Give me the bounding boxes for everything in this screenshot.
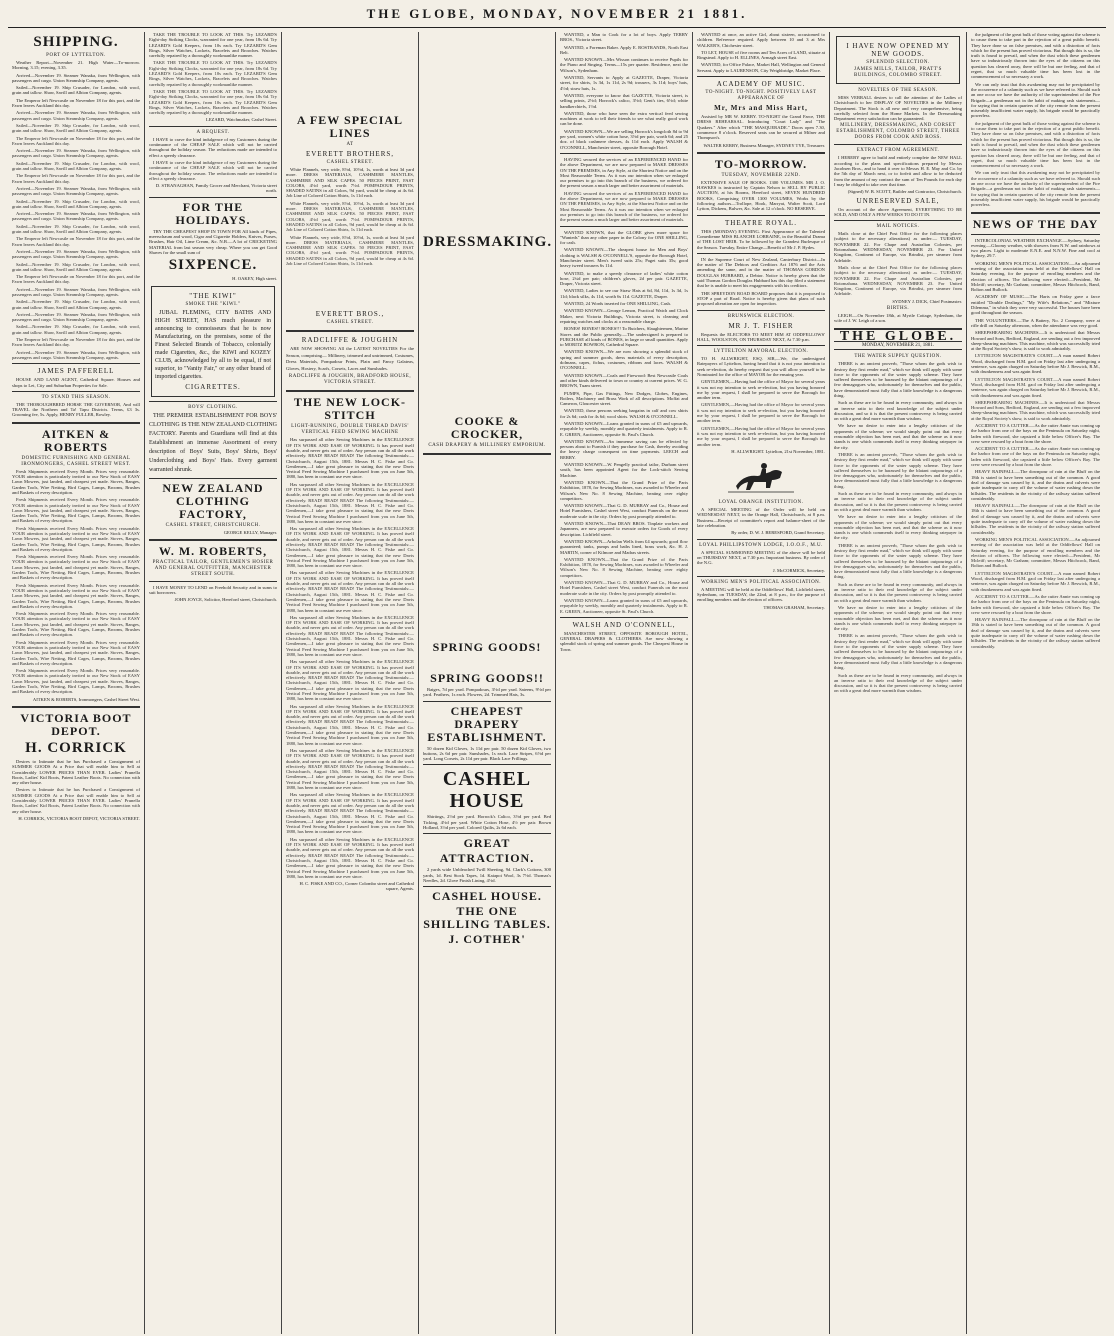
shipping-para: Arrived—November 19. Steamer Wanaka, from Wellington, with passengers and cargo. Union Steamship Company, agents. [12,185,140,197]
ad-aitken-title: AITKEN & ROBERTS [41,426,111,454]
divider [560,617,688,618]
editorial-title: THE WATER SUPPLY QUESTION. [854,354,942,360]
wanted-ad: WANTED KNOWN—George Lemon, Practical Watch and Clock Maker, next Victoria Buildings, Victoria street, is cleaning and repairing watches and clocks at a reasonable charge. [560,308,688,324]
ad-cheapest-title: CHEAPEST DRAPERY ESTABLISHMENT. [427,703,547,744]
wanted-ad: PUMPS, Pipe, Gas Fittings, New Dodges, Globes, Engines, Boilers, Machinery and Brass Work of all descriptions. Moffat and Cameron, Gloucester street. [560,390,688,407]
ad-mills-title: I HAVE NOW OPENED MY NEW GOODS. [846,42,950,58]
divider [423,886,551,887]
ad-phillipstown-text: A SPECIAL SUMMONED MEETING of the above will be held on THURSDAY NEXT, at 7.30 p.m. Important business. By order of the N.G. [697,549,825,566]
ad-brunswick-name: MR J. T. FISHER [728,321,794,330]
ad-mills-box [836,36,960,84]
ad-radcliffe-title: RADCLIFFE & JOUGHIN [301,336,399,345]
ad-walsh-text: MANCHESTER STREET, OPPOSITE BOROUGH HOTEL, GENERAL DRAPERS & CLOTHIERS. Are now showing a splendid stock of spring and summer goods. The Cheapest House in Town. [560,630,688,652]
ad-academy-sig: WALTER KERBY, Business Manager, SYDNEY TYE, Treasurer. [703,142,825,148]
shipping-para: The Emperor left Newcastle on November 18 for this port, and the Fawn leaves Auckland this day. [12,236,140,247]
shipping-para: Sailed—November 19. Ship Crusader, for London, with wool, grain and tallow. Shaw, Savill and Albion Company, agents. [12,324,140,335]
shipping-para: Arrived—November 19. Steamer Wanaka, from Wellington, with passengers and cargo. Union Steamship Company, agents. [12,248,140,260]
ad-kiwi-foot: CIGARETTES. [185,382,241,391]
divider [971,234,1100,235]
ad-everett-text: White Flannels, very wide, 8½d, 10½d, 1s, worth at least 3d yard more. DRESS MATERIALS, CASHMERE MANTLES, CASHMERE AND SILK CAPES. 50 PIECES PRINT, FAST COLORS, 4½d yard, worth 7½d. POMPADOUR PRINTS, SHADED SATINS in all Colors, 9d yard, would be cheap at 4s 6d. Job Line of Colored Cotton Shirts, 1s 11d each. [286,200,414,233]
divider [149,478,277,479]
shipping-para: Arrived—November 19. Steamer Wanaka, from Wellington, with passengers and cargo. Union Steamship Company, agents. [12,148,140,159]
ad-davis-text: Has surpassed all other Sewing Machines in the EXCELLENCE OF ITS WORK AND EASE OF WORKING. It has proved itself durable, and never gets out of order. Any person can do all the work effectively. READ! READ! READ! The following Testimonials:— Christchurch, August 15th, 1881. Messrs H. C. Fiske and Co. Gentlemen,—I take great pleasure in stating that the new Davis Vertical Feed Sewing Machine I purchased from you on June 5th, 1880, has been in constant use ever since. [286,614,414,657]
ad-academy-sub: TO-NIGHT. TO-NIGHT. POSITIVELY LAST APPEARANCE OF [705,90,817,102]
ad-aitken-text: Fresh Shipments received Every Month. Prices very reasonable. YOUR attention is particularly invited to our New Stock of EASY Lawn Mowers, just landed, and cheapest yet made. Stoves, Ranges, Garden Tools, Wire Netting, Bird Cages, Lamps, Brooms, Brushes and Baskets of every description. [12,497,140,524]
shipping-para: The Emperor left Newcastle on November 18 for this port, and the Fawn leaves Auckland this day. [12,173,140,184]
ad-extract-sig: (Signed) W. B. SCOTT, Builder and Contractor, Christchurch. [847,189,962,195]
ad-aitken-text: Fresh Shipments received Every Month. Prices very reasonable. YOUR attention is particularly invited to our New Stock of EASY Lawn Mowers, just landed, and cheapest yet made. Stoves, Ranges, Garden Tools, Wire Netting, Bird Cages, Lamps, Brooms, Brushes and Baskets of every description. [12,468,140,495]
ad-tomorrow-sub: TUESDAY, NOVEMBER 22ND. [721,172,801,178]
ad-aitken-sub: DOMESTIC FURNISHING AND GENERAL IRONMONGERS, CASHEL STREET WEST. [21,455,131,467]
ad-horse-text: THE THOROUGHBRED HORSE THE GOVERNOR, And will TRAVEL the Northern and Ta! Tapu Districts. Terms, £3 3s. Grooming fee, 5s. Apply, HENRY FULLER, Rowley. [12,401,140,418]
wanted-ad: WANTED KNOWN—That DEAN BROS. Tinplate workers and Japanners, are now prepared to execute orders for Goods of every description. Lichfield street. [560,521,688,537]
ad-novelties-title: NOVELTIES OF THE SEASON. [858,88,938,93]
ad-spring-title-2: SPRING GOODS!! [430,671,544,685]
ad-victoria-sig: H. CORRICK, VICTORIA BOOT DEPOT, VICTORIA STREET. [18,815,140,821]
shipping-para: Arrived—November 19. Steamer Wanaka, from Wellington, with passengers and cargo. Union Steamship Company, agents. [12,211,140,222]
ad-walsh-title: WALSH AND O'CONNELL, [572,620,676,629]
ad-aitken-text: Fresh Shipments received Every Month. Prices very reasonable. YOUR attention is particularly invited to our New Stock of EASY Lawn Mowers, just landed, and cheapest yet made. Stoves, Ranges, Garden Tools, Wire Netting, Bird Cages, Lamps, Brooms, Brushes and Baskets of every description. [12,668,140,695]
ad-cashel-text: Shirtings, 2½d per yard. Horrock's Calico, 3½d per yard. Bed Ticking, 4½d per yard. White Cotton Hose, 4½ per pair. Brown Holland, 3½d per yard. Colored Quilts, 2s 6d each. [423,814,551,831]
news-item: HEAVY RAINFALL.—The downpour of rain at the Bluff on the 18th is stated to have been something out of the common. A good deal of damage was caused by it, and the drains and culverts were quite inadequate to carry off the volume of water rushing down the hillsides. The residents in the vicinity of the railway station suffered considerably. [971,617,1100,649]
wanted-ad: WANTED KNOWN—An immense saving can be effected by persons about to Furnish if they purchase for Cash, thereby avoiding the heavy charge consequent on time payments. LEECH and BERRY. [560,438,688,460]
ad-davis-text: Has surpassed all other Sewing Machines in the EXCELLENCE OF ITS WORK AND EASE OF WORKING. It has proved itself durable, and never gets out of order. Any person can do all the work effectively. READ! READ! READ! The following Testimonials:— Christchurch, August 15th, 1881. Messrs H. C. Fiske and Co. Gentlemen,—I take great pleasure in stating that the new Davis Vertical Feed Sewing Machine I purchased from you on June 5th, 1880, has been in constant use ever since. [286,437,414,480]
ad-request-sig: D. STRANAGHAN, Family Grocer and Merchant, Victoria street north. [155,183,277,194]
divider [697,76,825,77]
editorial-text: Such as these are to be found in every community, and always in an inverse ratio to their real knowledge of the subject under discussion, and so it is that the present controversy is being carried on with a great deal more warmth than wisdom. [834,400,962,422]
wanted-ad: WANTED KNOWN—The cheapest house for Men and Boys' clothing is WALSH & O'CONNELL'S, opposite the Borough Hotel, Manchester street. Men's tweed suits 25s; Paget suits 35s; good heavy tweed trousers 6s 11d. [560,247,688,269]
wanted-ad: HAVING secured the services of an EXPERIENCED HAND for the above Department, we are now prepared to MAKE DRESSES ON THE PREMISES, in Any Style, at the Shortest Notice and on the Most Reasonable Terms. As it was our intention when we enlarged our premises to go into this branch of the business, we ordered for the present season a much larger and better assortment of materials. [560,190,688,223]
ad-lyttelton-text: TO H. ALLWRIGHT, ESQ. SIR,—We, the undersigned Ratepayers of Lyttelton, having heard that it is not your intention to seek re-election, do hereby request that you will allow yourself to be Nominated for the office of MAYOR for the ensuing year. [697,356,825,377]
news-title: NEWS OF THE DAY [972,216,1099,231]
ad-horse-title: TO STAND THIS SEASON. [41,394,111,400]
ad-radcliffe-text: ARE NOW SHOWING All the LATEST NOVELTIES For the Season, comprising— Millinery, trimmed and untrimmed, Costumes, Dress Materials, Pompadour Prints, Plain and Fancy Galateas, Gloves, Hosiery, Scarfs, Corsets, Laces and Sunshades. [286,346,414,371]
news-item: HEAVY RAINFALL.—The downpour of rain at the Bluff on the 18th is stated to have been something out of the common. A good deal of damage was caused by it, and the drains and culverts were quite inadequate to carry off the volume of water rushing down the hillsides. The residents in the vicinity of the railway station suffered considerably. [971,469,1100,501]
ad-spring-text: Baiges, 7d per yard. Pompadours, 3½d per yard. Sateens, 9½d per yard. Feathers, 1s each. Flowers, 2d. Trimmed Hats, 3s. [423,687,551,698]
news-item: LYTTELTON MAGISTRATE'S COURT.—A man named Robert Wood, discharged from H.M. gaol on Friday last after undergoing a sentence, was again charged on Saturday before Mr J. Beswick, R.M., with drunkenness and was again fined. [971,570,1100,592]
ad-mail-sig: SYDNEY J. DICK, Chief Postmaster. [892,298,962,304]
editorial-text: We have no desire to enter into a lengthy criticism of the opponents of the scheme; we would simply point out that every reasonable objection has been met, and that the scheme as it now stands is one which commends itself to every thinking ratepayer in the city. [834,604,962,632]
ad-pafferell-text: HOUSE AND LAND AGENT, Cathedral Square. Houses and shops to Let, City and Suburban Properties for Sale. [12,377,140,388]
divider [149,539,277,541]
shipping-para: Arrived—November 19. Steamer Wanaka, from Wellington, with passengers and cargo. Union Steamship Company, agents. [12,311,140,323]
news-item: LYTTELTON MAGISTRATE'S COURT.—A man named Robert Wood, discharged from H.M. gaol on Friday last after undergoing a sentence, was again charged on Saturday before Mr J. Beswick, R.M., with drunkenness and was again fined. [971,376,1100,398]
ad-kiwi-side: SMOKE THE "KIWI." [185,301,241,307]
ad-attraction-title: ATTRACTION. [439,851,535,866]
divider [12,422,140,424]
ad-phillipstown-sig: J. McCORMICK, Secretary. [772,567,825,573]
ad-lyttelton-text-2: GENTLEMEN,—Having had the office of Mayor for several years it was not my intention to seek re-election, but you having honored me by your request, I shall be prepared to serve the Borough for another term. [697,402,825,424]
divider [697,310,825,311]
shipping-para: The Emperor left Newcastle on November 18 for this port, and the Fawn leaves Auckland this day. [12,337,140,348]
wanted-ad: WANTED, a Man to Cook for a lot of boys. Apply TERRY BROS., Victoria street. [560,32,688,43]
divider [697,576,825,577]
wanted-ad: WANTED KNOWN—That the Grand Prize of the Paris Exhibition, 1878, for Sewing Machines, was awarded to Wheeler and Wilson's New No. 8 Sewing Machine, beating over eighty competitors. [560,556,688,578]
ad-mail-title: MAIL NOTICES. [876,224,920,230]
wanted-ad: WANTED KNOWN—That G. D. MURRAY and Co., House and Hotel Furnishers, Cashel street West, conduct Funerals on the most moderate scale in the city. Orders by post promptly attended to. [560,580,688,596]
ad-request-title: A REQUEST. [196,129,230,135]
ad-holidays-text: TRY THE CHEAPEST SHOP IN TOWN FOR All kinds of Pipes, meerschaum and wood, Cigar and Cigarette Holders, Knives, Purses, Brushes, Hair Oil, Lime Cream, &c. N.B.—A lot of CRICKETING MATERIAL from last season very cheap. Where you can get Good Shaves for the small sum of [149,228,277,255]
wanted-ad: WANTED KNOWN—Coals and Firewood: Best Newcastle Coals and other kinds delivered to town or country at current prices. W. G. BROWN, Tuam street. [560,372,688,389]
births-text: LEIGH.—On November 18th, at Myrtle Cottage, Sydenham, the wife of J. W. Leigh of a son. [834,313,962,324]
editorial-text: THERE is an ancient proverb, "Those whom the gods wish to destroy they first render mad," which we think will apply with some force to the opponents of the water supply scheme. They have suffered themselves to be harassed by the blatant outpourings of a few demagogues who, unfortunately for themselves and the public, have demonstrated most fully that a little knowledge is a dangerous thing. [834,633,962,671]
ad-tomorrow-text: EXTENSIVE SALE OF BOOKS. 1300 VOLUMES. MR J. O. HAWKES is instructed by Captain Nelson to SELL BY PUBLIC AUCTION, at his Rooms, Hereford street, SEVEN HUNDRED BOOKS, Comprising OVER 1300 VOLUMES, Works by the following authors—Trollope, Hook, Marryat, Walter Scott, Lord Lytton, Dickens, Bulwer, &c. Sale at 12 o'clock. NO RESERVE. [697,179,825,212]
divider [423,453,551,455]
ad-great-title: GREAT [463,836,511,851]
ad-lyttelton-title: LYTTELTON MAYORAL ELECTION. [713,349,809,355]
ad-academy-name: Mr, Mrs and Miss Hart, [714,104,808,113]
ad-spring-title: SPRING GOODS! [432,640,542,654]
divider [149,581,277,582]
wanted-ad: WANTED, Ladies to see our Straw Hats at 6d, 8d, 11d, 1s 3d, 1s 11d; black silks, 4s 11d, worth 6s 11d. GAZETTE, Draper. [560,288,688,299]
divider [149,401,277,402]
wanted-ad: WANTED KNOWN—We are selling Horrock's longcloth 8d to 9d per yard, women's white cotton hose, 3½d per pair, worth 6d; and 25 doz. of black cashmere dresses, 4s 11d each. Apply WALSH & O'CONNELL, Manchester street, opposite Borough Hotel. [560,128,688,150]
masthead: THE GLOBE, MONDAY, NOVEMBER 21 1881. [8,6,1106,28]
shipping-title: SHIPPING. [33,34,119,50]
ad-victoria-title: VICTORIA BOOT DEPOT. [20,710,132,738]
ad-brunswick-text: Requests the ELECTORS TO MEET HIM AT ODDFELLOWS' HALL, WOOLSTON, ON THURSDAY NEXT, At 7.30 p.m. [697,331,825,342]
ad-theatre-text: THIS (MONDAY) EVENING. First Appearance of the Talented Comedienne MISS BLANCHE LORRAINE, in the Beautiful Drama of THE LOST HEIR. To be followed by the Grandest Burlesque of the Season. Tuesday, Entire Change—Benefit of Mr J. P. Hydes. [697,228,825,250]
ad-kiwi-box [151,286,275,397]
divider [697,253,825,254]
ad-holidays-title: FOR THE HOLIDAYS. [175,199,251,227]
ad-request-text: I HAVE to crave the kind indulgence of my Customers during the continuance of the CHEAP SALE which will not be carried throughout the holiday season. The reductions made are intended to effect a speedy clearance. [149,136,277,158]
editorial-text: We have no desire to enter into a lengthy criticism of the opponents of the scheme; we would simply point out that every reasonable objection has been met, and that the scheme as it now stands is one which commends itself to every thinking ratepayer in the city. [834,423,962,450]
shipping-para: Sailed—November 19. Ship Crusader, for London, with wool, grain and tallow. Shaw, Savill and Albion Company, agents. [12,198,140,209]
divider [971,212,1100,214]
ad-kiwi-title: "THE KIWI" [189,291,237,300]
ad-workingmen-sig: THOMAS GRAHAM, Secretary. [763,604,825,610]
shipping-para: Weather Report—November 21. High Water—To-morrow. Morning, 3.15; evening, 3.35. [12,60,140,71]
ad-academy-title: ACADEMY OF MUSIC. [716,80,806,89]
news-item: LYTTELTON MAGISTRATE'S COURT.—A man named Robert Wood, discharged from H.M. gaol on Friday last after undergoing a sentence, was again charged on Saturday before Mr J. Beswick, R.M., with drunkenness and was again fined. [971,353,1100,375]
editorial-text: the judgment of the great bulk of those voting against the scheme is to cause them to take part in the rejection of a great public benefit. They have done so on false premises, and with a distortion of facts which for the present has proved victorious. But though this is so, the truth is found to prevail, and when the dust which these gentlemen have so industriously thrown into the eyes of the citizens on this question has cleared away, there will be but one feeling, and that of regret, that so much valuable time has been lost in the commencement of so necessary a work. [971,32,1100,80]
shipping-subtitle: PORT OF LYTTELTON. [46,53,106,58]
news-item: ACCIDENT TO A CUTTER.—As the cutter Annie was coming up the harbor from one of the bays on the Peninsula on Saturday night, laden with firewood, she capsized a little below Officer's Bay. The crew were rescued by a boat from the shore. [971,593,1100,615]
ad-everett-street: CASHEL STREET. [326,160,374,165]
editorial-text: We can only trust that this awakening may not be precipitated by the occurrence of a calamity such as we have referred to. Should such an one occur we have the authority of the superintendent of the Fire Brigade—a gentleman not in the habit of making rash statements—for saying that in certain quarters of the city remote from the present miserably insufficient water supply, his brigade would be practically powerless. [971,81,1100,119]
ad-davis-text: Has surpassed all other Sewing Machines in the EXCELLENCE OF ITS WORK AND EASE OF WORKING. It has proved itself durable, and never gets out of order. Any person can do all the work effectively. READ! READ! READ! The following Testimonials:— Christchurch, August 15th, 1881. Messrs H. C. Fiske and Co. Gentlemen,—I take great pleasure in stating that the new Davis Vertical Feed Sewing Machine I purchased from you on June 5th, 1880, has been in constant use ever since. [286,659,414,702]
news-item: HEAVY RAINFALL.—The downpour of rain at the Bluff on the 18th is stated to have been something out of the common. A good deal of damage was caused by it, and the drains and culverts were quite inadequate to carry off the volume of water rushing down the hillsides. The residents in the vicinity of the railway station suffered considerably. [971,503,1100,535]
ad-academy-text: Assisted by MR W. KERBY. TO-NIGHT the Grand Farce, THE DRESS REHEARSAL. Introducing "Court Lady" and "The Quakers." After which "THE MASQUERADE." Doors open 7.30, commence 8 o'clock. Reserved seats can be secured at Milner and Thompson's. [697,114,825,141]
legal-notice: IN the Supreme Court of New Zealand, Canterbury District—In the matter of The Debtors and Creditors Act 1876 and the Acts amending the same, and in the matter of THOMAS GORDON DOUGLAS HUBBARD, a Debtor. Notice is hereby given that the said Thomas Gordon Douglas Hubbard has this day filed a statement that he is unable to meet his engagements with his creditors. [697,256,825,289]
ad-davis-text: Has surpassed all other Sewing Machines in the EXCELLENCE OF ITS WORK AND EASE OF WORKING. It has proved itself durable, and never gets out of order. Any person can do all the work effectively. READ! READ! READ! The following Testimonials:— Christchurch, August 15th, 1881. Messrs H. C. Fiske and Co. Gentlemen,—I take great pleasure in stating that the new Davis Vertical Feed Sewing Machine I purchased from you on June 5th, 1880, has been in constant use ever since. [286,703,414,746]
wanted-ad: BONES! BONES!! BONES!!! To Butchers, Slaughtermen, Marine Stores and the Public generally.—The undersigned is prepared to PURCHASE all kinds of BONES, in large or small quantities. Apply to MORITZ BOWRON, Cathedral Square. [560,326,688,348]
ad-workingmen-text: A MEETING will be held at the Oddfellows' Hall, Lichfield street, Sydenham, on TUESDAY, the 22nd, at 8 p.m., for the purpose of enrolling members and the election of officers. [697,586,825,603]
ad-holidays-price: SIXPENCE. [168,257,258,274]
ad-tomorrow-title: TO-MORROW. [714,156,808,171]
ad-aitken-text: Fresh Shipments received Every Month. Prices very reasonable. YOUR attention is particularly invited to our New Stock of EASY Lawn Mowers, just landed, and cheapest yet made. Stoves, Ranges, Garden Tools, Wire Netting, Bird Cages, Lamps, Brooms, Brushes and Baskets of every description. [12,582,140,609]
divider [697,345,825,346]
ad-davis-sig: H. C. FISKE AND CO., Corner Colombo street and Cathedral square, Agents. [299,881,414,892]
shipping-para: The Emperor left Newcastle on November 18 for this port, and the Fawn leaves Auckland this day. [12,97,140,109]
ad-aitken-sig: AITKEN & ROBERTS, Ironmongers, Cashel Street West. [32,696,140,702]
ad-lyttelton-text-2: GENTLEMEN,—Having had the office of Mayor for several years it was not my intention to seek re-election, but you having honored me by your request, I shall be prepared to serve the Borough for another term. [697,379,825,401]
ad-radcliffe-sig: RADCLIFFE & JOUGHIN, BRADFORD HOUSE, VICTORIA STREET. [288,374,412,386]
wanted-ad: WANTED KNOWN—That G. D. MURRAY and Co., House and Hotel Furnishers, Cashel street West, conduct Funerals on the most moderate scale in the city. Orders by post promptly attended to. [560,503,688,519]
divider [12,363,140,364]
ad-novelties-sig: MILLINERY, DRESSMAKING, AND CORSET ESTABLISHMENT, COLOMBO STREET, THREE DOORS FROM COOK AND ROSS. [836,123,960,141]
divider [560,226,688,227]
ad-everett-at: AT [346,142,354,147]
wanted-ad: WANTED, those who have seen the extra vertical feed sewing machines at work to tell their friends to see what really good work can be done. [560,110,688,127]
shipping-para: The Emperor left Newcastle on November 18 for this port, and the Fawn leaves Auckland this day. [12,135,140,146]
editorial-text: Such as these are to be found in every community, and always in an inverse ratio to their real knowledge of the subject under discussion, and so it is that the present controversy is being carried on with a great deal more warmth than wisdom. [834,581,962,603]
divider [12,706,140,708]
ad-pafferell-title: JAMES PAFFERELL [37,367,115,376]
divider [149,126,277,127]
shipping-para: Sailed—November 19. Ship Crusader, for London, with wool, grain and tallow. Shaw, Savill and Albion Company, agents. [12,122,140,134]
ad-aitken-text: Fresh Shipments received Every Month. Prices very reasonable. YOUR attention is particularly invited to our New Stock of EASY Lawn Mowers, just landed, and cheapest yet made. Stoves, Ranges, Garden Tools, Wire Netting, Bird Cages, Lamps, Brooms, Brushes and Baskets of every description. [12,525,140,552]
shipping-para: Sailed—November 19. Ship Crusader, for London, with wool, grain and tallow. Shaw, Savill and Albion Company, agents. [12,85,140,96]
news-item: WORKING MEN'S POLITICAL ASSOCIATION.—An adjourned meeting of the association was held at the Oddfellows' Hall on Saturday evening, for the purpose of enrolling members and the election of officers. The following were elected:—President, Mr Mcleiff; secretary, Mr Graham; committee, Messrs Hitchcock, Band, Bolton and Bullock. [971,260,1100,293]
ad-cheapest-text: 50 dozen Kid Gloves, 1s 11d per pair. 50 dozen Kid Gloves, two buttons, 2s 6d per pair. Sunshades, 1s each. Lace Stripes, 6½d per yard. Long Corsets, 2s 11d per pair. Black Lace Frillings. [423,745,551,762]
ad-unreserved-text: On account of the above Agreement, EVERYTHING TO BE SOLD, AND ONLY A FEW WEEKS TO DO IT IN. [834,206,962,217]
column-5 [556,32,693,1334]
ad-nzcf-title: NEW ZEALAND CLOTHING FACTORY, [162,480,264,521]
ad-davis-title: THE NEW LOCK-STITCH [293,395,407,423]
ad-roberts-title: W. M. ROBERTS, [158,543,268,558]
news-item: WORKING MEN'S POLITICAL ASSOCIATION.—An adjourned meeting of the association was held at the Oddfellows' Hall on Saturday evening, for the purpose of enrolling members and the election of officers. The following were elected:—President, Mr Mcleiff; secretary, Mr Graham; committee, Messrs Hitchcock, Band, Bolton and Bullock. [971,536,1100,569]
ad-unreserved-title: UNRESERVED SALE, [856,196,940,205]
ad-everett-name: EVERETT BROTHERS, [305,150,395,158]
ad-lezard-text: TAKE THE TROUBLE TO LOOK AT THIS. Try LEZARD'S Eight-day Striking Clocks, warranted for one year, from 18s 6d. Try LEZARD'S Gold Keepers, from 10s each. Try LEZARD'S Gem Rings, Silver Watches, Lockets, Bracelets and Brooches. Watches carefully repaired by a thoroughly workmanlike manner. [149,60,277,87]
divider [149,197,277,198]
editorial-text: We have no desire to enter into a lengthy criticism of the opponents of the scheme; we would simply point out that every reasonable objection has been met, and that the scheme as it now stands is one which commends itself to every thinking ratepayer in the city. [834,514,962,541]
wanted-ad: WANTED, 24 Words inserted for ONE SHILLING, Cash. [564,301,671,307]
divider [286,330,414,332]
wanted-ad: WANTED KNOWN—W. Pengelly practical tailor, Durham street south, has been appointed Agent for the Lock-stitch Sewing Machine. [560,462,688,478]
wanted-ad: WANTED KNOWN—Arbolan Wells from £4 upwards; good flow guaranteed; tanks, pumps and baths lined, brass work, &c. H. J. MARTIN, corner of Kilmore and Madras streets. [560,538,688,555]
divider [697,215,825,216]
news-item: INTERCOLONIAL WEATHER EXCHANGE.—Sydney, Saturday evening.—Gloomy weather, with showers from N.W. and rainbows at two places. Light to moderate E.N.E. and N.N.W. Fine and cool at Sydney, 29.7. [971,237,1100,259]
ad-mills-name: JAMES MILLS, TAILOR, PRATT'S BUILDINGS, COLOMBO STREET. [854,67,942,78]
ad-everett-foot-sub: CASHEL STREET. [326,320,374,326]
spacer [286,268,414,308]
wanted-ad: WANTED KNOWN—We are now showing a splendid stock of spring and summer goods, dress materials of every description, dolmans, capes, fichus, costumes, ribbons and laces. WALSH & O'CONNELL. [560,349,688,371]
ad-nzcf-sub: CASHEL STREET, CHRISTCHURCH. [165,522,261,528]
column-2 [145,32,282,1334]
column-6 [693,32,830,1334]
ad-everett-text: White Flannels, very wide, 8½d, 10½d, 1s, worth at least 3d yard more. DRESS MATERIALS, CASHMERE MANTLES, CASHMERE AND SILK CAPES. 50 PIECES PRINT, FAST COLORS, 4½d yard, worth 7½d. POMPADOUR PRINTS, SHADED SATINS in all Colors, 9d yard, would be cheap at 4s 6d. Job Line of Colored Cotton Shirts, 1s 11d each. [286,234,414,267]
editorial-text: Such as these are to be found in every community, and always in an inverse ratio to their real knowledge of the subject under discussion, and so it is that the present controversy is being carried on with a great deal more warmth than wisdom. [834,491,962,512]
ad-shilling-title: THE ONE SHILLING TABLES. [423,904,551,932]
shipping-para: Sailed—November 19. Ship Crusader, for London, with wool, grain and tallow. Shaw, Savill and Albion Company, agents. [12,261,140,272]
divider [423,764,551,765]
ad-davis-text: Has surpassed all other Sewing Machines in the EXCELLENCE OF ITS WORK AND EASE OF WORKING. It has proved itself durable, and never gets out of order. Any person can do all the work effectively. READ! READ! READ! The following Testimonials:— Christchurch, August 15th, 1881. Messrs H. C. Fiske and Co. Gentlemen,—I take great pleasure in stating that the new Davis Vertical Feed Sewing Machine I purchased from you on June 5th, 1880, has been in constant use ever since. [286,481,414,524]
news-item: THE VOLUNTEERS.—The A Battery, No. 2 Company, were at rifle drill on Saturday afternoon, when the attendance was very good. [971,317,1100,328]
wanted-ad: WANTED KNOWN—Loans granted in sums of £5 and upwards, repayable by weekly, monthly and quarterly instalments. Apply to R. E. GREEN, Auctioneer, opposite St. Paul's Church. [560,597,688,614]
ad-lezard-sig: LEZARD, Watchmaker, Cashel Street. [205,117,277,123]
ad-boys-text: THE PREMIER ESTABLISHMENT FOR BOYS' CLOTHING IS THE NEW ZEALAND CLOTHING FACTORY. Parents and Guardians will find at this Establishment an immense Assortment of every description of Boys' Suits, Boys' Shirts, Boys' Underclothing and Boys' Hats. Every garment warranted shrunk. [149,412,277,473]
ad-mail-text: Mails close at the Chief Post Office for the following places (subject to the necessary alterations) as under:— TUESDAY, NOVEMBER 22. For Chape and Australian Colonies, per Rotomahana. WEDNESDAY, NOVEMBER 23. For United Kingdom, Continent of Europe, via Brindisi, per steamer from Adelaide. [834,231,962,263]
ad-victoria-text: Desires to Intimate that he has Purchased a Consignment of SUMMER GOODS At a Price that will enable him to Sell at Considerably LOWER PRICES THAN EVER. Ladies' Prunella Boots, Ladies' Kid Boots, Patent Leather Boots. No connection with any other house. [12,758,140,786]
spacer [423,32,551,232]
shipping-para: Arrived—November 19. Steamer Wanaka, from Wellington, with passengers and cargo. Union Steamship Company, agents. [12,72,140,83]
wanted-ad: WANTED, Servants to Apply at GAZETTE, Draper, Victoria street, for shirts, 1s 3d, 1s 11d, 2s 9d; trousers, 3s 11d; boys' hats, 4½d; straw hats, 1s. [560,75,688,91]
wanted-ad: WANTED, to make a speedy clearance of ladies' white cotton hose, 2¼d per pair; children's gloves, 2d per pair. GAZETTE, Draper, Victoria street. [560,270,688,287]
column-3 [282,32,419,1334]
spacer [423,656,551,670]
divider [697,539,825,540]
ad-cashel-house-2: CASHEL HOUSE. [432,889,542,904]
ad-victoria-text: Desires to Intimate that he has Purchased a Consignment of SUMMER GOODS At a Price that will enable him to Sell at Considerably LOWER PRICES THAN EVER. Ladies' Prunella Boots, Ladies' Kid Boots, Patent Leather Boots. No connection with any other house. [12,787,140,814]
column-8 [967,32,1104,1334]
wanted-ad: WANTED KNOWN, that the GLOBE gives more space for "Wanteds" than any other paper in the Colony for ONE SHILLING, for cash. [560,229,688,246]
news-item: ACADEMY OF MUSIC.—The Harts on Friday gave a farce entitled "Double Dealings," "My Wife's Relations," and "Mixture Dilemma," in which they were very successful. The houses have been good throughout the season. [971,294,1100,316]
ad-joyce-text: I HAVE MONEY TO LEND on Freehold Security and in sums to suit borrowers. [149,584,277,596]
ad-davis-sub: LIGHT-RUNNING, DOUBLE THREAD DAVIS' VERTICAL FEED SEWING MACHINE [291,424,409,436]
ad-lezard-text: TAKE THE TROUBLE TO LOOK AT THIS. Try LEZARD'S Eight-day Striking Clocks, warranted for one year, from 18s 6d. Try LEZARD'S Gold Keepers, from 10s each. Try LEZARD'S Gem Rings, Silver Watches, Lockets, Bracelets and Brooches. Watches carefully repaired by a thoroughly workmanlike manner. [149,32,277,59]
spacer [423,253,551,413]
ad-victoria-name: H. CORRICK [25,739,127,756]
wanted-ad: WANTED, those persons seeking bargains in calf and cow shirts for 2s 6d; cash for 4s 6d; wool shirts. WALSH & O'CONNELL. [560,408,688,419]
legal-notice: THE SPREYDON ROAD BOARD proposes that it is proposed to STOP a part of Road. Notice is hereby given that plans of such proposed alteration are open for inspection. [697,290,825,307]
shipping-para: Arrived—November 19. Steamer Wanaka, from Wellington, with passengers and cargo. Union Steamship Company, agents. [12,110,140,121]
columns [8,32,1106,1334]
globe-date: MONDAY, NOVEMBER 21, 1881. [834,341,962,350]
wanted-ad: HAVING secured the services of an EXPERIENCED HAND for the above Department, we are now prepared to MAKE DRESSES ON THE PREMISES, in Any Style, at the Shortest Notice and on the Most Reasonable Terms. As it was our intention when we enlarged our premises to go into this branch of the business, we ordered for the present season a much larger and better assortment of materials. [560,156,688,189]
ad-orange-text: A SPECIAL MEETING of the Order will be held on WEDNESDAY NEXT, in the Orange Hall, Christchurch, at 8 p.m. Business—Receipt of committee's report and balance-sheet of the late celebration. [697,507,825,529]
ad-mail-text: Mails close at the Chief Post Office for the following places (subject to the necessary alterations) as under:— TUESDAY, NOVEMBER 22. For Chape and Australian Colonies, per Rotomahana. WEDNESDAY, NOVEMBER 23. For United Kingdom, Continent of Europe, via Brindisi, per steamer from Adelaide. [834,264,962,297]
wanted-ad: WANTED KNOWN—Mrs Wisson continues to receive Pupils for the Piano and Singing. Terms—15s per quarter. Residence, next the Wilson's, Sydenham. [560,57,688,73]
ad-kiwi-text: JUBAL FLEMING, CITY BATHS AND HIGH STREET, HAS much pleasure in announcing to connoisseurs that he is now Manufacturing, on the premises, some of the Finest Selected Brands of Tobacco, colonially made Cigarettes, &c., the KIWI and KOZEY CLUB, acknowledged by all to be equal, if not superior, to "Vanity Fair," or any other brand of imported cigarettes. [155,309,271,380]
wanted-ad: WANTED at once, an active Girl, about sixteen, accustomed to children. Reference required. Apply between 10 and 3 at Mrs WALKER'S, Chichester street. [697,32,825,48]
wanted-ad: WANTED, for Office Palace, Market Hall, Wellington and General Servant. Apply to LAURENSON, City Weighbridge, Market Place. [697,62,825,73]
ad-orange-title: LOYAL ORANGE INSTITUTION. [718,500,804,506]
ad-attraction-text: 2 yards wide Unbleached Twill Sheeting, 9d. Clark's Cottons, 300 yards, 1d. Best Stock Tapes, 1d. Kaiapoi Wool, 3s 7½d. Thomas's Needles, 2d. Glove Finish Lining, 4½d. [423,867,551,883]
births-title: BIRTHS. [886,306,910,312]
ad-davis-text: Has surpassed all other Sewing Machines in the EXCELLENCE OF ITS WORK AND EASE OF WORKING. It has proved itself durable, and never gets out of order. Any person can do all the work effectively. READ! READ! READ! The following Testimonials:— Christchurch, August 15th, 1881. Messrs H. C. Fiske and Co. Gentlemen,—I take great pleasure in stating that the new Davis Vertical Feed Sewing Machine I purchased from you on June 5th, 1880, has been in constant use ever since. [286,570,414,613]
ad-davis-text: Has surpassed all other Sewing Machines in the EXCELLENCE OF ITS WORK AND EASE OF WORKING. It has proved itself durable, and never gets out of order. Any person can do all the work effectively. READ! READ! READ! The following Testimonials:— Christchurch, August 15th, 1881. Messrs H. C. Fiske and Co. Gentlemen,—I take great pleasure in stating that the new Davis Vertical Feed Sewing Machine I purchased from you on June 5th, 1880, has been in constant use ever since. [286,836,414,879]
divider [697,152,825,154]
ad-everett-title: A FEW SPECIAL LINES [296,113,404,140]
ad-lezard-text: TAKE THE TROUBLE TO LOOK AT THIS. Try LEZARD'S Eight-day Striking Clocks, warranted for one year, from 18s 6d. Try LEZARD'S Gold Keepers, from 10s each. Try LEZARD'S Gem Rings, Silver Watches, Lockets, Bracelets and Brooches. Watches carefully repaired by a thoroughly workmanlike manner. [149,88,277,116]
ad-mills-sub: SPLENDID SELECTION. [866,60,930,65]
ad-orange-sig: By order, D. W. J. BERESFORD, Grand Secretary. [731,530,825,536]
shipping-para: Sailed—November 19. Ship Crusader, for London, with wool, grain and tallow. Shaw, Savill and Albion Company, agents. [12,160,140,172]
editorial-text: THERE is an ancient proverb, "Those whom the gods wish to destroy they first render mad," which we think will apply with some force to the opponents of the water supply scheme. They have suffered themselves to be harassed by the blatant outpourings of a few demagogues who, unfortunately for themselves and the public, have demonstrated most fully that a little knowledge is a dangerous thing. [834,542,962,580]
ad-lyttelton-text-2: GENTLEMEN,—Having had the office of Mayor for several years it was not my intention to seek re-election, but you having honored me by your request, I shall be prepared to serve the Borough for another term. [697,425,825,447]
divider [423,701,551,702]
ad-extract-title: EXTRACT FROM AGREEMENT. [856,148,940,154]
ad-aitken-text: Fresh Shipments received Every Month. Prices very reasonable. YOUR attention is particularly invited to our New Stock of EASY Lawn Mowers, just landed, and cheapest yet made. Stoves, Ranges, Garden Tools, Wire Netting, Bird Cages, Lamps, Brooms, Brushes and Baskets of every description. [12,639,140,666]
horse-rider-icon [726,458,796,496]
ad-nzcf-sig: GEORGE KELLY, Manager. [223,529,277,535]
ad-davis-text: Has surpassed all other Sewing Machines in the EXCELLENCE OF ITS WORK AND EASE OF WORKING. It has proved itself durable, and never gets out of order. Any person can do all the work effectively. READ! READ! READ! The following Testimonials:— Christchurch, August 15th, 1881. Messrs H. C. Fiske and Co. Gentlemen,—I take great pleasure in stating that the new Davis Vertical Feed Sewing Machine I purchased from you on June 5th, 1880, has been in constant use ever since. [286,747,414,791]
ad-davis-text: Has surpassed all other Sewing Machines in the EXCELLENCE OF ITS WORK AND EASE OF WORKING. It has proved itself durable, and never gets out of order. Any person can do all the work effectively. READ! READ! READ! The following Testimonials:— Christchurch, August 15th, 1881. Messrs H. C. Fiske and Co. Gentlemen,—I take great pleasure in stating that the new Davis Vertical Feed Sewing Machine I purchased from you on June 5th, 1880, has been in constant use ever since. [286,526,414,569]
ad-davis-text: Has surpassed all other Sewing Machines in the EXCELLENCE OF ITS WORK AND EASE OF WORKING. It has proved itself durable, and never gets out of order. Any person can do all the work effectively. READ! READ! READ! The following Testimonials:— Christchurch, August 15th, 1881. Messrs H. C. Fiske and Co. Gentlemen,—I take great pleasure in stating that the new Davis Vertical Feed Sewing Machine I purchased from you on June 5th, 1880, has been in constant use ever since. [286,792,414,835]
globe-flag: THE GLOBE. [839,328,957,344]
shipping-para: Sailed—November 19. Ship Crusader, for London, with wool, grain and tallow. Shaw, Savill and Albion Company, agents. [12,223,140,235]
spacer [286,32,414,112]
ad-cooke-title: COOKE & CROCKER, [450,414,524,441]
ad-phillipstown-title: LOYAL PHILLIPSTOWN LODGE, I.O.O.F., M.U. [699,542,823,548]
editorial-text: THERE is an ancient proverb, "Those whom the gods wish to destroy they first render mad," which we think will apply with some force to the opponents of the water supply scheme. They have suffered themselves to be harassed by the blatant outpourings of a few demagogues who, unfortunately for themselves and the public, have demonstrated most fully that a little knowledge is a dangerous thing. [834,451,962,489]
ad-novelties-text: MISS VERRALL desires to call the attention of the Ladies of Christchurch to her DISPLAY OF NOVELTIES in the Millinery Department. The Stock is all new and very comprehensive, being carefully selected from the Home Markets. In the Dressmaking Department every satisfaction can be guaranteed. [834,95,962,122]
ad-workingmen-title: WORKING MEN'S POLITICAL ASSOCIATION. [700,579,822,585]
column-4 [419,32,556,1334]
divider [286,390,414,392]
ad-theatre-title: THEATRE ROYAL. [725,218,797,227]
divider [12,391,140,392]
ad-dressmaking-title: DRESSMAKING. [423,234,553,250]
news-item: ACCIDENT TO A CUTTER.—As the cutter Annie was coming up the harbor from one of the bays on the Peninsula on Saturday night, laden with firewood, she capsized a little below Officer's Bay. The crew were rescued by a boat from the shore. [971,423,1100,444]
wanted-ad: WANTED KNOWN—Loans granted in sums of £5 and upwards, repayable by weekly, monthly and quarterly instalments. Apply to R. E. GREEN, Auctioneer, opposite St. Paul's Church. [560,421,688,437]
ad-extract-text: I HEREBY agree to build and entirely complete the NEW HALL according to the plans and specifications prepared by Messrs Jacobsen Bros., and to hand it over to Messrs H. E. May and Co. by the 5th day of March next, or to forfeit and allow to be deducted from the amount of my contract the sum of Ten Pounds for each day I may be obliged to take over that time. [834,155,962,187]
wanted-ad: WANTED, a Foreman Baker. Apply E. ROSTRANDS, North East Belt. [560,44,688,55]
ad-roberts-sub: PRACTICAL TAILOR, GENTLEMEN'S HOSIER AND GENERAL OUTFITTER, MANCHESTER STREET SOUTH. [152,559,274,577]
ad-aitken-text: Fresh Shipments received Every Month. Prices very reasonable. YOUR attention is particularly invited to our New Stock of EASY Lawn Mowers, just landed, and cheapest yet made. Stoves, Ranges, Garden Tools, Wire Netting, Bird Cages, Lamps, Brooms, Brushes and Baskets of every description. [12,554,140,581]
ad-holidays-sig: H. OAKEY, High street. [232,276,277,282]
news-item: ACCIDENT TO A CUTTER.—As the cutter Annie was coming up the harbor from one of the bays on the Peninsula on Saturday night, laden with firewood, she capsized a little below Officer's Bay. The crew were rescued by a boat from the shore. [971,446,1100,468]
divider [560,153,688,154]
wanted-ad: WANTED KNOWN—That the Grand Prize of the Paris Exhibition, 1878, for Sewing Machines, was awarded to Wheeler and Wilson's New No. 8 Sewing Machine, beating over eighty competitors. [560,479,688,501]
shipping-para: The Emperor left Newcastle on November 18 for this port, and the Fawn leaves Auckland this day. [12,274,140,285]
ad-cooke-sub: CASH DRAPERY & MILLINERY EMPORIUM. [428,443,546,448]
ad-everett-text: White Flannels, very wide, 8½d, 10½d, 1s, worth at least 3d yard more. DRESS MATERIALS, CASHMERE MANTLES, CASHMERE AND SILK CAPES. 50 PIECES PRINT, FAST COLORS, 4½d yard, worth 7½d. POMPADOUR PRINTS, SHADED SATINS in all Colors, 9d yard, would be cheap at 4s 6d. Job Line of Colored Cotton Shirts, 1s 11d each. [286,167,414,199]
ad-boys-title: BOYS' CLOTHING. [188,404,238,410]
editorial-text: Such as these are to be found in every community, and always in an inverse ratio to their real knowledge of the subject under discussion, and so it is that the present controversy is being carried on with a great deal more warmth than wisdom. [834,672,962,694]
column-7 [830,32,967,1334]
ad-cother-sig: J. COTHER' [448,932,526,947]
shipping-para: Arrived—November 19. Steamer Wanaka, from Wellington, with passengers and cargo. Union Steamship Company, agents. [12,286,140,297]
divider [423,833,551,834]
ad-everett-foot: EVERETT BROS., [315,310,385,319]
news-item: SHEEPSHEARING MACHINES.—It is understood that Messrs Howard and Sons, Bedford, England, are sending out a few improved sheep-shearing machines. This machine, which was successfully tried at the Royal Society's show, is said to work admirably. [971,399,1100,421]
news-item: SHEEPSHEARING MACHINES.—It is understood that Messrs Howard and Sons, Bedford, England, are sending out a few improved sheep-shearing machines. This machine, which was successfully tried at the Royal Society's show, is said to work admirably. [971,330,1100,352]
editorial-text: THERE is an ancient proverb, "Those whom the gods wish to destroy they first render mad," which we think will apply with some force to the opponents of the water supply scheme. They have suffered themselves to be harassed by the blatant outpourings of a few demagogues who, unfortunately for themselves and the public, have demonstrated most fully that a little knowledge is a dangerous thing. [834,361,962,398]
ad-cashel-title: CASHEL HOUSE [442,768,532,813]
ad-request-text: I HAVE to crave the kind indulgence of my Customers during the continuance of the CHEAP SALE which will not be carried throughout the holiday season. The reductions made are intended to effect a speedy clearance. [149,159,277,181]
editorial-text: We can only trust that this awakening may not be precipitated by the occurrence of a calamity such as we have referred to. Should such an one occur we have the authority of the superintendent of the Fire Brigade—a gentleman not in the habit of making rash statements—for saying that in certain quarters of the city remote from the present miserably insufficient water supply, his brigade would be practically powerless. [971,170,1100,208]
column-1 [8,32,145,1334]
shipping-para: Sailed—November 19. Ship Crusader, for London, with wool, grain and tallow. Shaw, Savill and Albion Company, agents. [12,299,140,310]
ad-brunswick-title: BRUNSWICK ELECTION. [727,313,795,319]
wanted-ad: TO LET, HOUSE of five rooms and Ten Acres of LAND, situate at Ringstead. Apply to H. ELLINES, Armagh street East. [697,49,825,61]
ad-lyttelton-sig: H. ALLWRIGHT. Lyttelton, 21st November, 1881. [731,448,825,454]
shipping-para: Arrived—November 19. Steamer Wanaka, from Wellington, with passengers and cargo. Union Steamship Company, agents. [12,349,140,360]
spacer [423,459,551,639]
divider [834,220,962,221]
ad-joyce-sig: JOHN JOYCE, Solicitor, Hereford street, Christchurch. [174,597,277,603]
ad-aitken-text: Fresh Shipments received Every Month. Prices very reasonable. YOUR attention is particularly invited to our New Stock of EASY Lawn Mowers, just landed, and cheapest yet made. Stoves, Ranges, Garden Tools, Wire Netting, Bird Cages, Lamps, Brooms, Brushes and Baskets of every description. [12,611,140,638]
wanted-ad: WANTED, everyone to know that GAZETTE, Victoria street, is selling prints, 2½d; Horrock's calico, 3½d; Gent's ties, 6½d; white handkerchiefs, 1½d. [560,92,688,109]
divider [834,144,962,145]
editorial-text: the judgment of the great bulk of those voting against the scheme is to cause them to take part in the rejection of a great public benefit. They have done so on false premises, and with a distortion of facts which for the present has proved victorious. But though this is so, the truth is found to prevail, and when the dust which these gentlemen have so industriously thrown into the eyes of the citizens on this question has cleared away, there will be but one feeling, and that of regret, that so much valuable time has been lost in the commencement of so necessary a work. [971,120,1100,169]
